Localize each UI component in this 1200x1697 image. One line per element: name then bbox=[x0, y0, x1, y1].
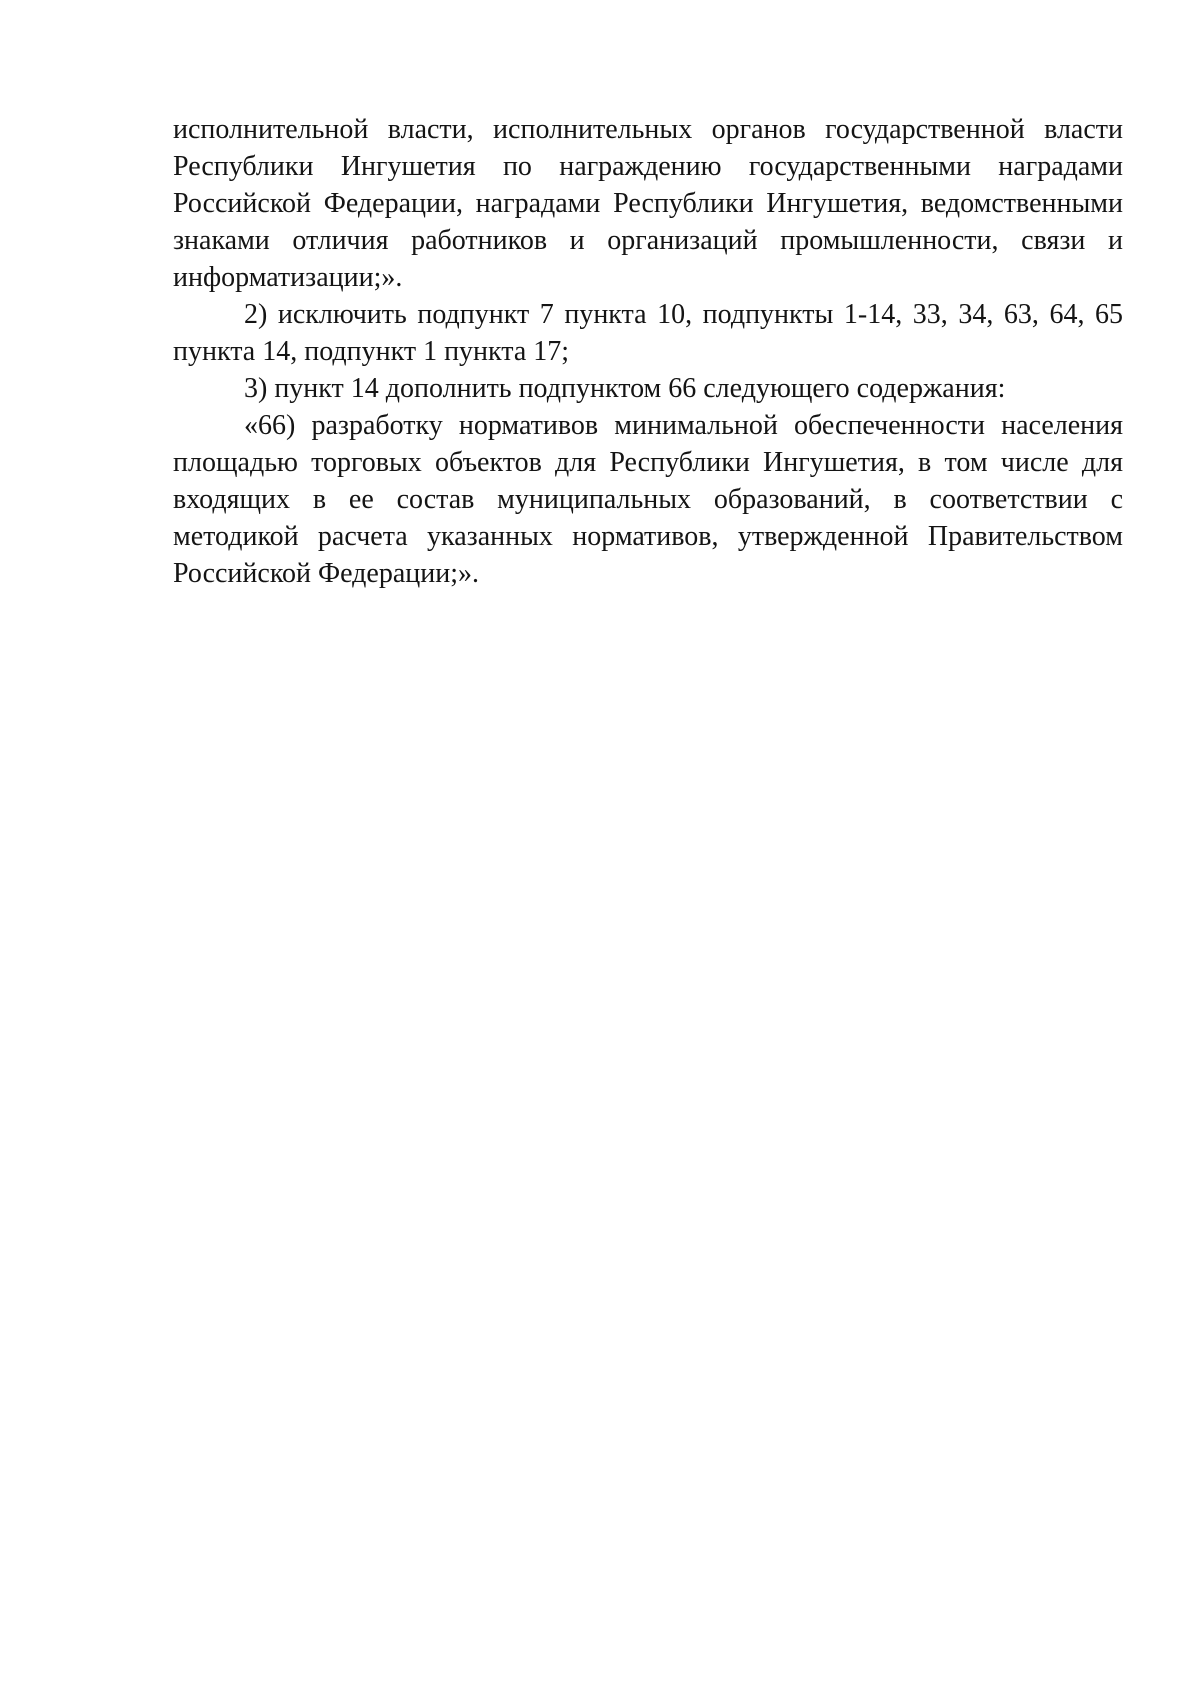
paragraph-subitem-66: «66) разработку нормативов минимальной обеспеченности населения площадью торговых объектов для Республики Ингушетия, в том числе для входящих в ее состав муниципальных образований, в соответствии с методикой расчета указанных нормативов, утвержденной Правительством Российской Федерации;». bbox=[173, 410, 1123, 589]
paragraph-continuation: исполнительной власти, исполнительных органов государственной власти Республики Ингушетия по награждению государственными наградами Российской Федерации, наградами Республики Ингушетия, ведомственными знаками отличия работников и организаций промышленности, связи и информатизации;». bbox=[173, 114, 1123, 293]
paragraph-item-2: 2) исключить подпункт 7 пункта 10, подпункты 1-14, 33, 34, 63, 64, 65 пункта 14, подпункт 1 пункта 17; bbox=[173, 299, 1123, 367]
paragraph-item-3: 3) пункт 14 дополнить подпунктом 66 следующего содержания: bbox=[244, 373, 1006, 404]
document-body bbox=[173, 111, 1123, 592]
